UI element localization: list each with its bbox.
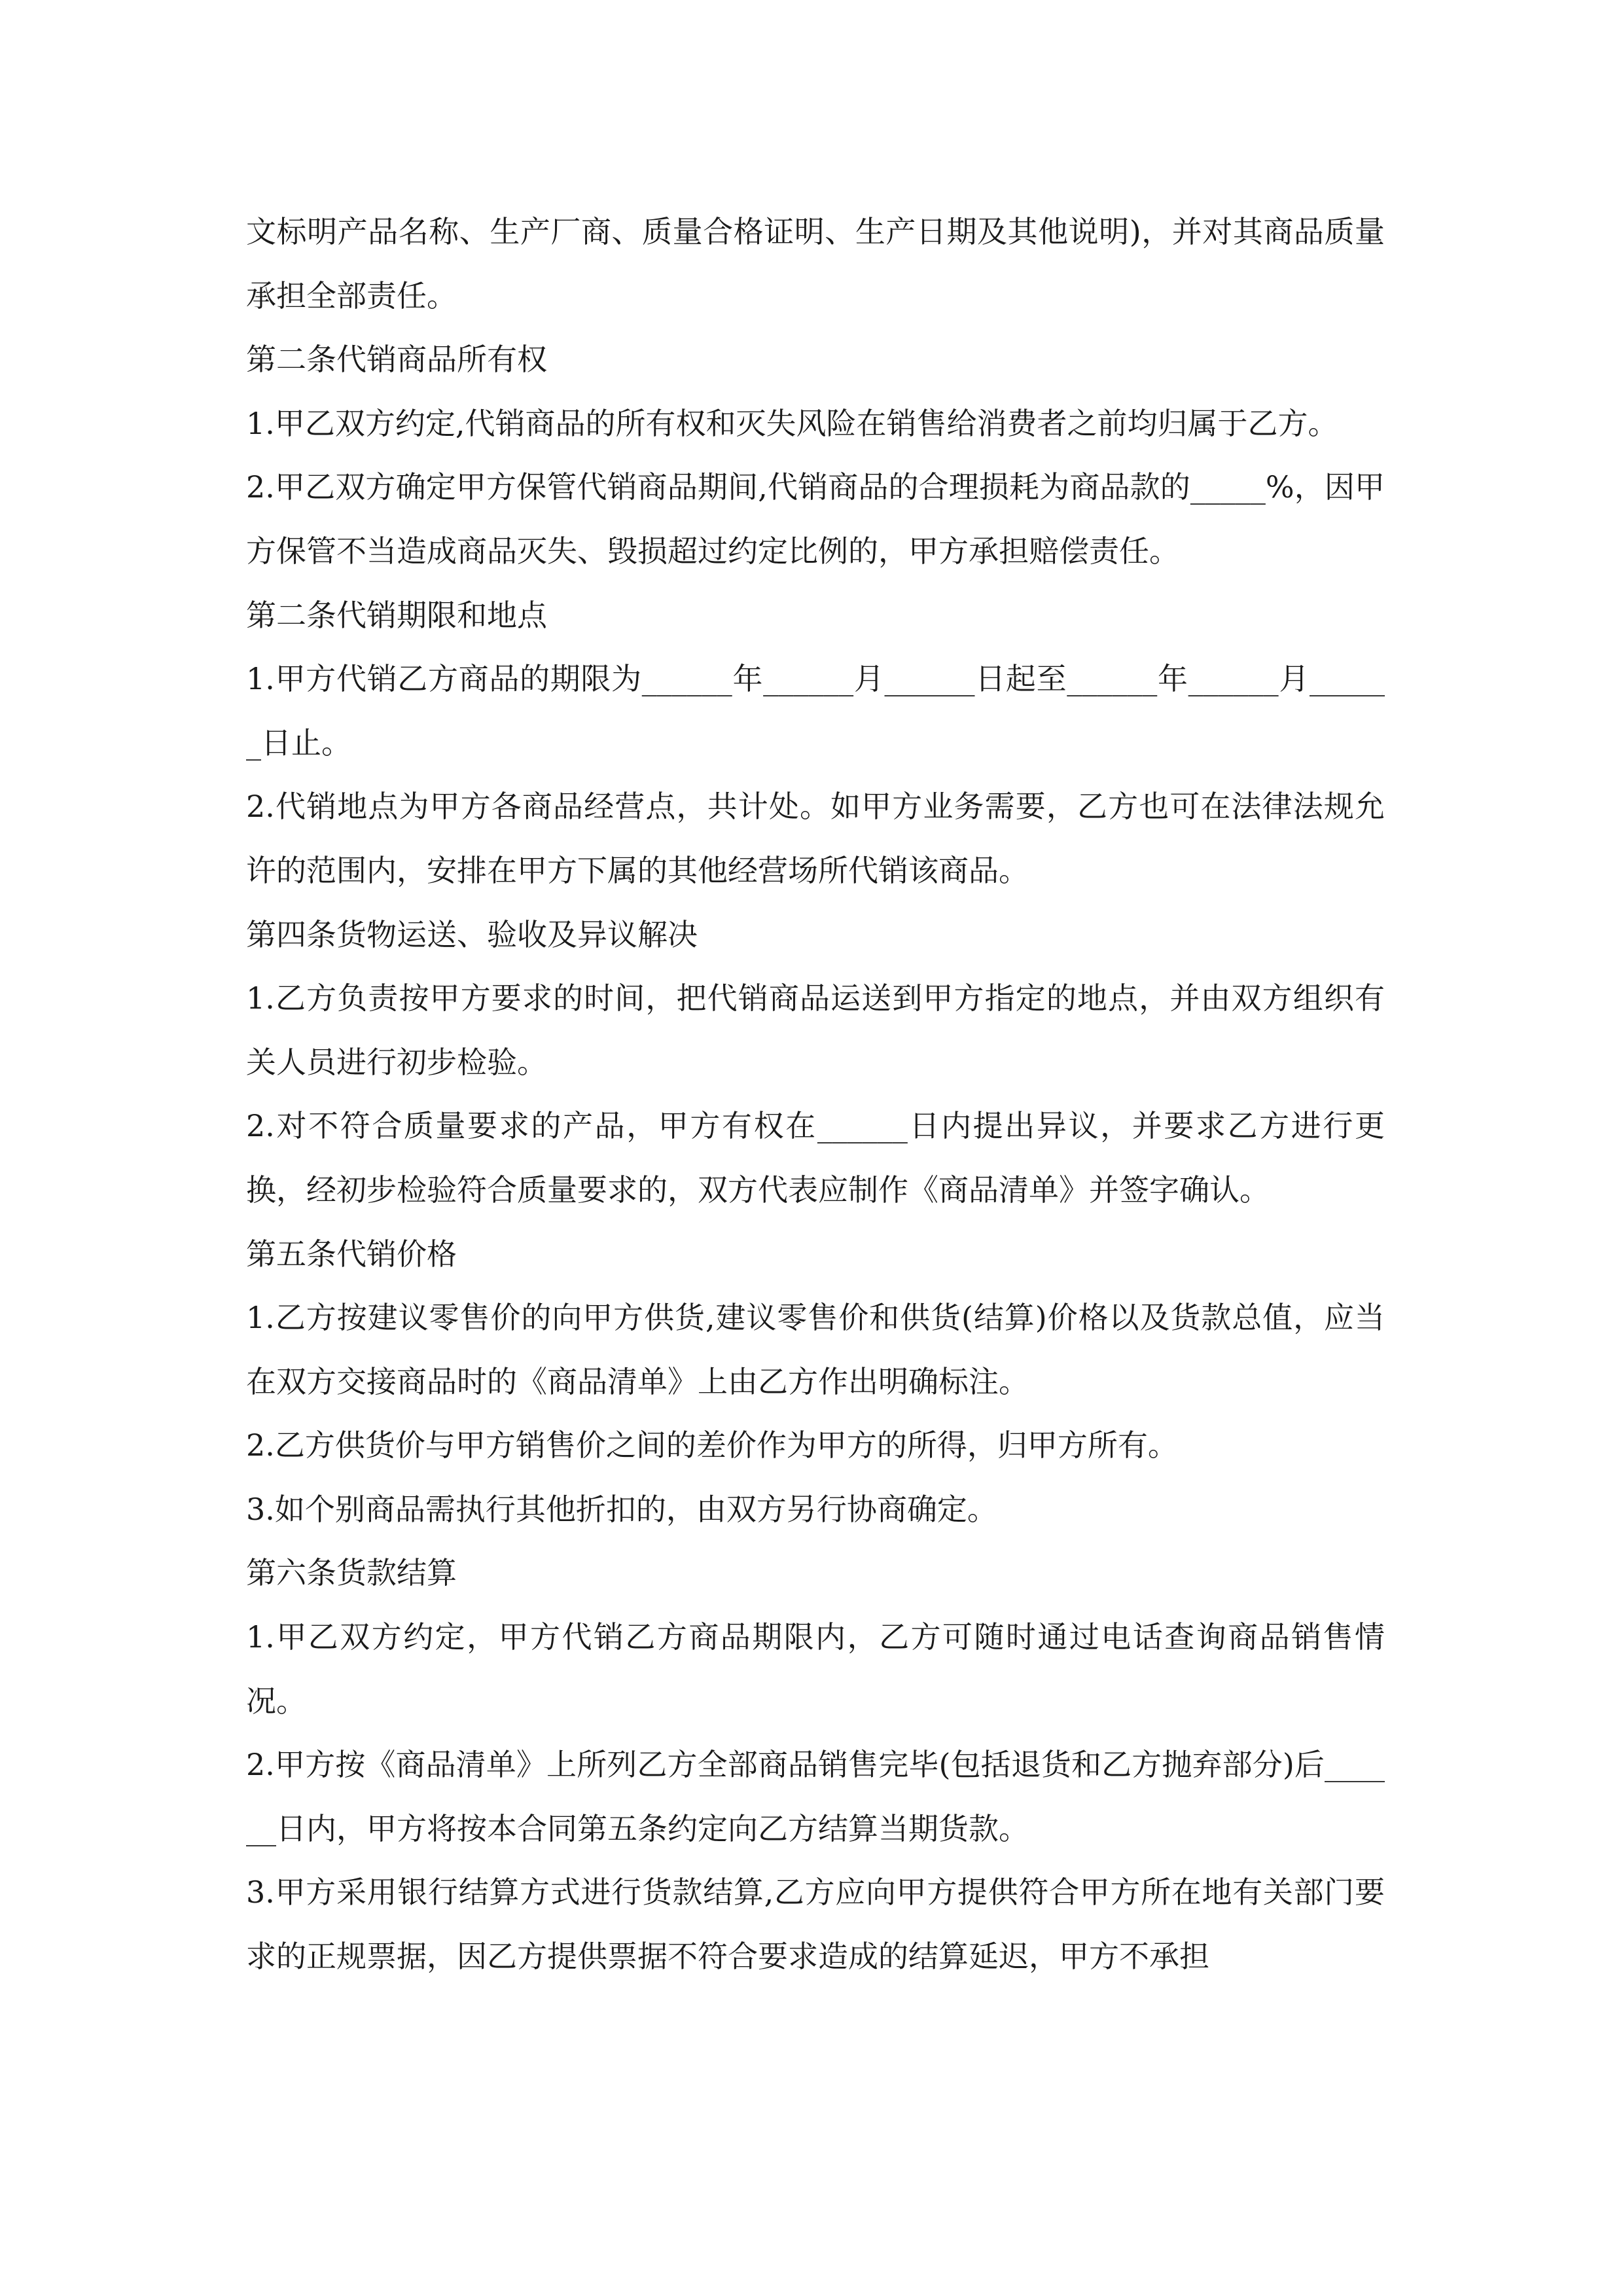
section-heading-ownership: 第二条代销商品所有权 — [246, 342, 547, 378]
clause-price-1: 1.乙方按建议零售价的向甲方供货,建议零售价和供货(结算)价格以及货款总值，应当在双方交接商品时的《商品清单》上由乙方作出明确标注。 — [246, 1300, 1385, 1399]
clause-term-1: 1.甲方代销乙方商品的期限为______年______月______日起至______年______月______日止。 — [246, 661, 1385, 761]
clause-price-2: 2.乙方供货价与甲方销售价之间的差价作为甲方的所得，归甲方所有。 — [246, 1427, 1178, 1463]
clause-price-3: 3.如个别商品需执行其他折扣的，由双方另行协商确定。 — [246, 1491, 997, 1527]
clause-settlement-3: 3.甲方采用银行结算方式进行货款结算,乙方应向甲方提供符合甲方所在地有关部门要求的正规票据，因乙方提供票据不符合要求造成的结算延迟，甲方不承担 — [246, 1874, 1385, 1975]
section-heading-settlement: 第六条货款结算 — [246, 1555, 457, 1591]
clause-ownership-2: 2.甲乙双方确定甲方保管代销商品期间,代销商品的合理损耗为商品款的_____%，因甲方保管不当造成商品灭失、毁损超过约定比例的，甲方承担赔偿责任。 — [246, 469, 1385, 569]
document-body — [246, 200, 1385, 1989]
section-heading-delivery: 第四条货物运送、验收及异议解决 — [246, 916, 698, 952]
section-heading-term-location: 第二条代销期限和地点 — [246, 597, 547, 633]
clause-term-2: 2.代销地点为甲方各商品经营点，共计处。如甲方业务需要，乙方也可在法律法规允许的范围内，安排在甲方下属的其他经营场所代销该商品。 — [246, 789, 1385, 888]
clause-delivery-2: 2.对不符合质量要求的产品，甲方有权在______日内提出异议，并要求乙方进行更换，经初步检验符合质量要求的，双方代表应制作《商品清单》并签字确认。 — [246, 1108, 1385, 1208]
paragraph-continuation: 文标明产品名称、生产厂商、质量合格证明、生产日期及其他说明)，并对其商品质量承担全部责任。 — [246, 214, 1385, 314]
clause-ownership-1: 1.甲乙双方约定,代销商品的所有权和灭失风险在销售给消费者之前均归属于乙方。 — [246, 405, 1338, 441]
clause-delivery-1: 1.乙方负责按甲方要求的时间，把代销商品运送到甲方指定的地点，并由双方组织有关人员进行初步检验。 — [246, 980, 1385, 1080]
clause-settlement-1: 1.甲乙双方约定，甲方代销乙方商品期限内，乙方可随时通过电话查询商品销售情况。 — [246, 1619, 1385, 1719]
section-heading-price: 第五条代销价格 — [246, 1236, 457, 1272]
clause-settlement-2: 2.甲方按《商品清单》上所列乙方全部商品销售完毕(包括退货和乙方抛弃部分)后______日内，甲方将按本合同第五条约定向乙方结算当期货款。 — [246, 1747, 1385, 1846]
